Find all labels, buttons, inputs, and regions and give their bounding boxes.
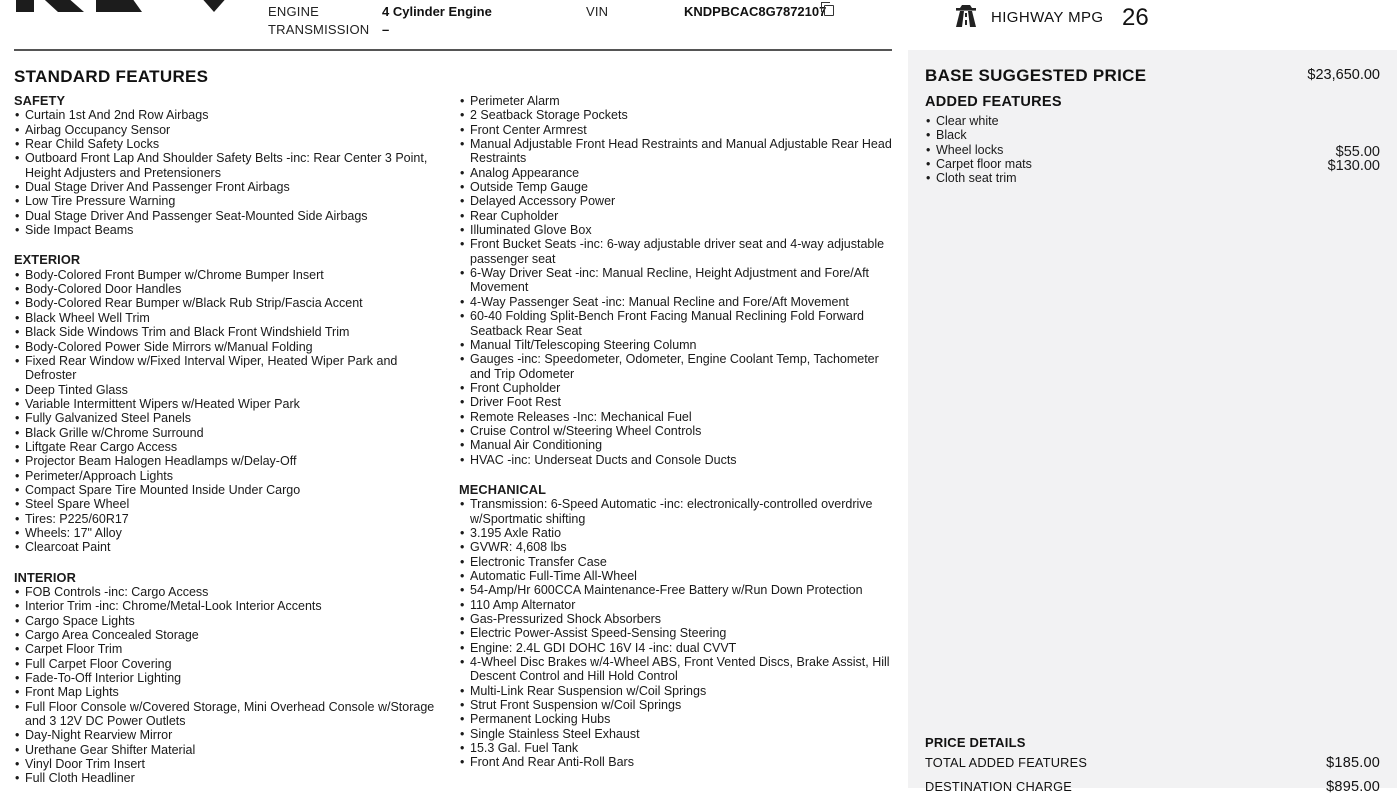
feature-item: • Single Stainless Steel Exhaust bbox=[459, 727, 897, 741]
feature-item: • Engine: 2.4L GDI DOHC 16V I4 -inc: dual CVVT bbox=[459, 641, 897, 655]
base-price-label: BASE SUGGESTED PRICE bbox=[925, 66, 1147, 85]
feature-item: • Cruise Control w/Steering Wheel Controls bbox=[459, 424, 897, 438]
feature-item: • 4-Wheel Disc Brakes w/4-Wheel ABS, Front Vented Discs, Brake Assist, Hill Descent Control and Hill Hold Control bbox=[459, 655, 897, 684]
total-added-features-label: TOTAL ADDED FEATURES bbox=[925, 755, 1088, 770]
feature-item: • 60-40 Folding Split-Bench Front Facing Manual Reclining Fold Forward Seatback Rear Seat bbox=[459, 309, 897, 338]
price-details-label: PRICE DETAILS bbox=[925, 735, 1026, 750]
transmission-value: – bbox=[382, 22, 390, 37]
feature-item: • Compact Spare Tire Mounted Inside Under Cargo bbox=[14, 483, 452, 497]
feature-list bbox=[459, 94, 897, 467]
feature-item: • Manual Adjustable Front Head Restraints and Manual Adjustable Rear Head Restraints bbox=[459, 137, 897, 166]
feature-item: • Dual Stage Driver And Passenger Front Airbags bbox=[14, 180, 452, 194]
highway-icon bbox=[956, 5, 976, 27]
feature-item: • Perimeter/Approach Lights bbox=[14, 469, 452, 483]
added-feature-price: $130.00 bbox=[1327, 158, 1380, 175]
feature-item: • Delayed Accessory Power bbox=[459, 194, 897, 208]
feature-item: • Transmission: 6-Speed Automatic -inc: electronically-controlled overdrive w/Sportmatic shifting bbox=[459, 497, 897, 526]
destination-charge-value: $895.00 bbox=[1326, 779, 1380, 795]
standard-features-title: STANDARD FEATURES bbox=[14, 67, 209, 86]
engine-label: ENGINE bbox=[268, 4, 320, 19]
feature-item: • Deep Tinted Glass bbox=[14, 383, 452, 397]
feature-item: • 54-Amp/Hr 600CCA Maintenance-Free Battery w/Run Down Protection bbox=[459, 583, 897, 597]
added-feature-name: Clear white bbox=[936, 114, 999, 128]
engine-value: 4 Cylinder Engine bbox=[382, 4, 492, 19]
feature-item: • Rear Child Safety Locks bbox=[14, 137, 452, 151]
feature-item: • Body-Colored Power Side Mirrors w/Manual Folding bbox=[14, 340, 452, 354]
feature-item: • 110 Amp Alternator bbox=[459, 598, 897, 612]
category-interior: INTERIOR bbox=[14, 569, 76, 585]
highway-mpg-value: 26 bbox=[1122, 4, 1149, 31]
feature-item: • Fully Galvanized Steel Panels bbox=[14, 411, 452, 425]
transmission-label: TRANSMISSION bbox=[268, 22, 370, 37]
highway-mpg-label: HIGHWAY MPG bbox=[991, 9, 1104, 26]
feature-item: • Analog Appearance bbox=[459, 166, 897, 180]
feature-item: • Projector Beam Halogen Headlamps w/Delay-Off bbox=[14, 454, 452, 468]
feature-item: • Day-Night Rearview Mirror bbox=[14, 728, 452, 742]
added-feature-item bbox=[925, 128, 1380, 142]
added-features-label: ADDED FEATURES bbox=[925, 94, 1062, 110]
feature-item: • Strut Front Suspension w/Coil Springs bbox=[459, 698, 897, 712]
feature-item: • Black Grille w/Chrome Surround bbox=[14, 426, 452, 440]
added-features-list bbox=[925, 114, 1380, 186]
feature-item: • Gauges -inc: Speedometer, Odometer, Engine Coolant Temp, Tachometer and Trip Odometer bbox=[459, 352, 897, 381]
feature-item: • Low Tire Pressure Warning bbox=[14, 194, 452, 208]
feature-item: • Vinyl Door Trim Insert bbox=[14, 757, 452, 771]
feature-item: • GVWR: 4,608 lbs bbox=[459, 540, 897, 554]
feature-item: • Illuminated Glove Box bbox=[459, 223, 897, 237]
feature-list bbox=[459, 497, 897, 770]
feature-item: • 15.3 Gal. Fuel Tank bbox=[459, 741, 897, 755]
features-left-column bbox=[14, 94, 452, 786]
feature-item: • Body-Colored Door Handles bbox=[14, 282, 452, 296]
header-divider bbox=[14, 49, 892, 51]
feature-item: • Driver Foot Rest bbox=[459, 395, 897, 409]
added-feature-name: Black bbox=[936, 128, 967, 143]
added-feature-price: $55.00 bbox=[1335, 143, 1380, 160]
feature-item: • Outboard Front Lap And Shoulder Safety Belts -inc: Rear Center 3 Point, Height Adjusters and Pretensioners bbox=[14, 151, 452, 180]
feature-item: • Automatic Full-Time All-Wheel bbox=[459, 569, 897, 583]
feature-item: • Remote Releases -Inc: Mechanical Fuel bbox=[459, 410, 897, 424]
added-feature-item bbox=[925, 114, 1380, 128]
feature-item: • Urethane Gear Shifter Material bbox=[14, 743, 452, 757]
feature-item: • 3.195 Axle Ratio bbox=[459, 526, 897, 540]
feature-item: • Full Floor Console w/Covered Storage, Mini Overhead Console w/Storage and 3 12V DC Power Outlets bbox=[14, 700, 452, 729]
base-price-value: $23,650.00 bbox=[1307, 67, 1380, 83]
feature-item: • Fixed Rear Window w/Fixed Interval Wiper, Heated Wiper Park and Defroster bbox=[14, 354, 452, 383]
feature-item: • Electronic Transfer Case bbox=[459, 555, 897, 569]
feature-item: • HVAC -inc: Underseat Ducts and Console Ducts bbox=[459, 453, 897, 467]
feature-item: • Side Impact Beams bbox=[14, 223, 452, 237]
feature-item: • Full Cloth Headliner bbox=[14, 771, 452, 785]
pricing-panel bbox=[908, 50, 1397, 795]
feature-item: • Front Center Armrest bbox=[459, 123, 897, 137]
feature-item: • Clearcoat Paint bbox=[14, 540, 452, 554]
feature-item: • 2 Seatback Storage Pockets bbox=[459, 108, 897, 122]
feature-item: • Cargo Space Lights bbox=[14, 614, 452, 628]
feature-item: • Permanent Locking Hubs bbox=[459, 712, 897, 726]
feature-item: • Black Wheel Well Trim bbox=[14, 311, 452, 325]
feature-item: • Interior Trim -inc: Chrome/Metal-Look Interior Accents bbox=[14, 599, 452, 613]
feature-item: • Rear Cupholder bbox=[459, 209, 897, 223]
added-feature-item bbox=[925, 157, 1380, 175]
feature-item: • Perimeter Alarm bbox=[459, 94, 897, 108]
feature-list bbox=[14, 585, 452, 786]
total-added-features-row bbox=[925, 755, 1380, 770]
feature-item: • Front Bucket Seats -inc: 6-way adjustable driver seat and 4-way adjustable passenger seat bbox=[459, 237, 897, 266]
feature-item: • Full Carpet Floor Covering bbox=[14, 657, 452, 671]
feature-item: • Front Cupholder bbox=[459, 381, 897, 395]
features-right-column bbox=[459, 94, 897, 770]
destination-charge-row bbox=[925, 779, 1380, 794]
category-safety: SAFETY bbox=[14, 93, 66, 108]
feature-item: • Front Map Lights bbox=[14, 685, 452, 699]
feature-item: • Multi-Link Rear Suspension w/Coil Springs bbox=[459, 684, 897, 698]
feature-item: • 4-Way Passenger Seat -inc: Manual Recline and Fore/Aft Movement bbox=[459, 295, 897, 309]
feature-item: • Manual Air Conditioning bbox=[459, 438, 897, 452]
feature-item: • Wheels: 17" Alloy bbox=[14, 526, 452, 540]
feature-item: • Body-Colored Rear Bumper w/Black Rub Strip/Fascia Accent bbox=[14, 296, 452, 310]
feature-list bbox=[14, 268, 452, 555]
destination-charge-label: DESTINATION CHARGE bbox=[925, 779, 1072, 794]
brand-logo bbox=[14, 0, 244, 14]
feature-item: • Steel Spare Wheel bbox=[14, 497, 452, 511]
feature-item: • Gas-Pressurized Shock Absorbers bbox=[459, 612, 897, 626]
copy-icon[interactable] bbox=[824, 5, 834, 16]
vin-label: VIN bbox=[586, 4, 609, 19]
category-exterior: EXTERIOR bbox=[14, 252, 81, 268]
feature-item: • Tires: P225/60R17 bbox=[14, 512, 452, 526]
feature-item: • 6-Way Driver Seat -inc: Manual Recline, Height Adjustment and Fore/Aft Movement bbox=[459, 266, 897, 295]
added-feature-name: Wheel locks bbox=[936, 142, 1004, 157]
feature-item: • Fade-To-Off Interior Lighting bbox=[14, 671, 452, 685]
feature-list bbox=[14, 108, 452, 237]
vin-value: KNDPBCAC8G7872107 bbox=[684, 4, 827, 19]
feature-item: • Body-Colored Front Bumper w/Chrome Bumper Insert bbox=[14, 268, 452, 282]
feature-item: • Curtain 1st And 2nd Row Airbags bbox=[14, 108, 452, 122]
feature-item: • Liftgate Rear Cargo Access bbox=[14, 440, 452, 454]
added-feature-item bbox=[925, 171, 1380, 185]
feature-item: • Airbag Occupancy Sensor bbox=[14, 123, 452, 137]
feature-item: • Front And Rear Anti-Roll Bars bbox=[459, 755, 897, 769]
feature-item: • Black Side Windows Trim and Black Front Windshield Trim bbox=[14, 325, 452, 339]
feature-item: • FOB Controls -inc: Cargo Access bbox=[14, 585, 452, 599]
added-feature-name: Carpet floor mats bbox=[936, 157, 1032, 172]
category-mechanical: MECHANICAL bbox=[459, 481, 547, 497]
feature-item: • Carpet Floor Trim bbox=[14, 642, 452, 656]
feature-item: • Cargo Area Concealed Storage bbox=[14, 628, 452, 642]
feature-item: • Dual Stage Driver And Passenger Seat-Mounted Side Airbags bbox=[14, 209, 452, 223]
added-feature-name: Cloth seat trim bbox=[936, 171, 1017, 186]
total-added-features-value: $185.00 bbox=[1326, 755, 1380, 771]
feature-item: • Electric Power-Assist Speed-Sensing Steering bbox=[459, 626, 897, 640]
added-feature-item bbox=[925, 142, 1380, 160]
feature-item: • Manual Tilt/Telescoping Steering Column bbox=[459, 338, 897, 352]
feature-item: • Outside Temp Gauge bbox=[459, 180, 897, 194]
feature-item: • Variable Intermittent Wipers w/Heated Wiper Park bbox=[14, 397, 452, 411]
